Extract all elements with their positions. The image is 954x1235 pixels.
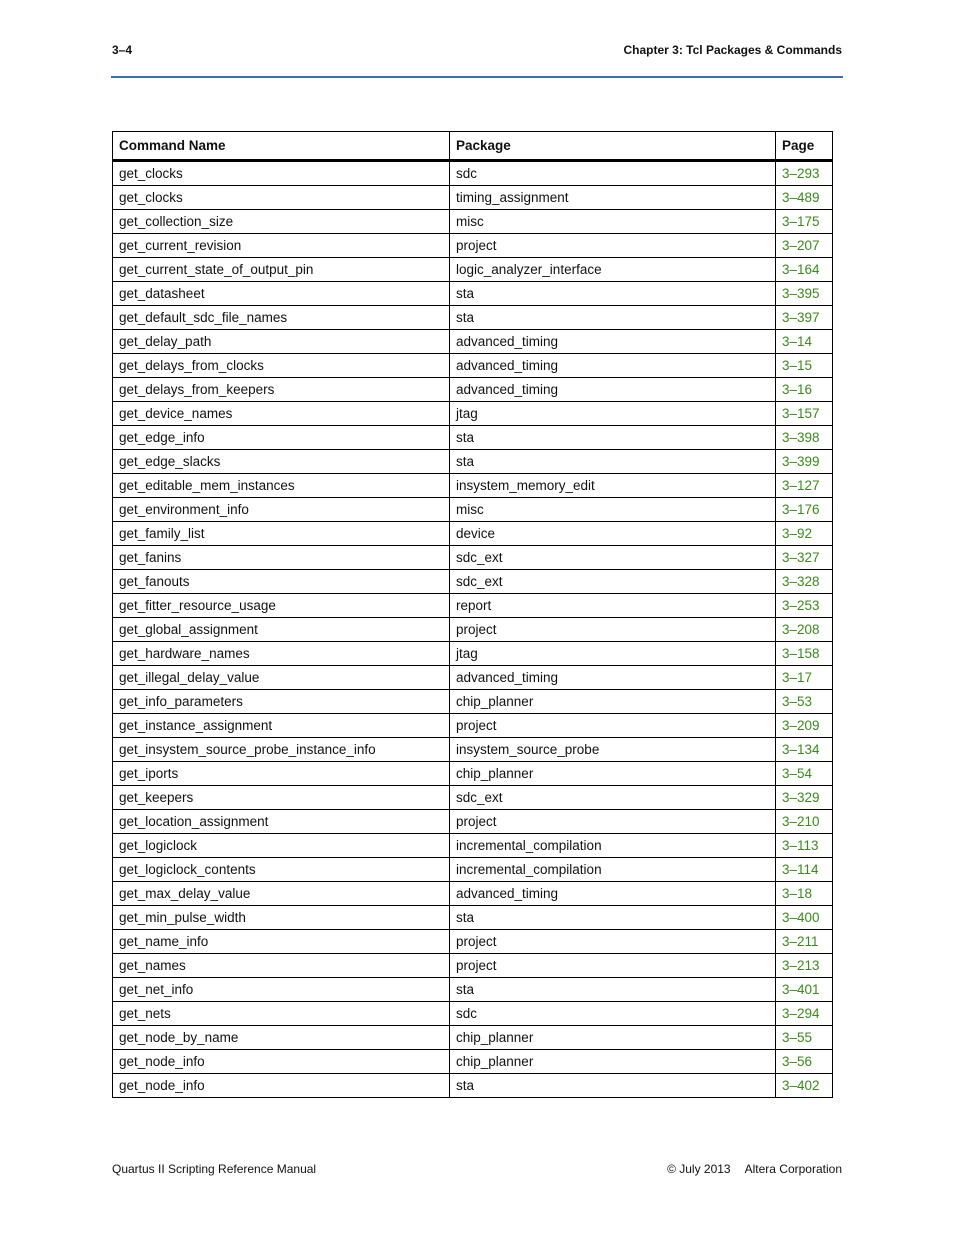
page-link[interactable]: 3–402 [776,1074,833,1098]
page-link[interactable]: 3–208 [776,618,833,642]
command-name-cell: get_delays_from_clocks [113,354,450,378]
table-row [113,282,833,306]
package-cell: sdc_ext [450,786,776,810]
table-row [113,161,833,186]
package-cell: sdc [450,1002,776,1026]
table-row [113,666,833,690]
page-link[interactable]: 3–489 [776,186,833,210]
footer-right [667,1162,842,1176]
page-link[interactable]: 3–164 [776,258,833,282]
table-row [113,834,833,858]
table-row [113,258,833,282]
command-name-cell: get_current_state_of_output_pin [113,258,450,282]
package-cell: report [450,594,776,618]
table-row [113,306,833,330]
command-name-cell: get_insystem_source_probe_instance_info [113,738,450,762]
package-cell: project [450,234,776,258]
page-link[interactable]: 3–55 [776,1026,833,1050]
page-link[interactable]: 3–294 [776,1002,833,1026]
package-cell: advanced_timing [450,378,776,402]
table-row [113,210,833,234]
command-name-cell: get_editable_mem_instances [113,474,450,498]
page-link[interactable]: 3–328 [776,570,833,594]
table-row [113,690,833,714]
package-cell: jtag [450,402,776,426]
package-cell: project [450,714,776,738]
table-row [113,1002,833,1026]
page-link[interactable]: 3–211 [776,930,833,954]
command-name-cell: get_delays_from_keepers [113,378,450,402]
table-row [113,762,833,786]
table-row [113,714,833,738]
table-row [113,378,833,402]
package-cell: sta [450,1074,776,1098]
table-row [113,330,833,354]
table-row [113,522,833,546]
page-link[interactable]: 3–54 [776,762,833,786]
command-name-cell: get_datasheet [113,282,450,306]
page-link[interactable]: 3–114 [776,858,833,882]
page-link[interactable]: 3–53 [776,690,833,714]
table-row [113,594,833,618]
table-row [113,1074,833,1098]
package-cell: logic_analyzer_interface [450,258,776,282]
command-name-cell: get_iports [113,762,450,786]
table-row [113,882,833,906]
column-header-package: Package [450,132,776,161]
command-name-cell: get_logiclock [113,834,450,858]
page-link[interactable]: 3–399 [776,450,833,474]
table-row [113,1050,833,1074]
page-link[interactable]: 3–209 [776,714,833,738]
command-name-cell: get_name_info [113,930,450,954]
page-link[interactable]: 3–398 [776,426,833,450]
page-link[interactable]: 3–175 [776,210,833,234]
command-name-cell: get_delay_path [113,330,450,354]
chapter-title: Chapter 3: Tcl Packages & Commands [623,43,842,57]
table-row [113,618,833,642]
package-cell: insystem_source_probe [450,738,776,762]
page-link[interactable]: 3–127 [776,474,833,498]
command-name-cell: get_fitter_resource_usage [113,594,450,618]
package-cell: sdc_ext [450,570,776,594]
page-link[interactable]: 3–293 [776,161,833,186]
page-link[interactable]: 3–92 [776,522,833,546]
package-cell: sta [450,306,776,330]
page-link[interactable]: 3–17 [776,666,833,690]
package-cell: chip_planner [450,1050,776,1074]
footer-company: Altera Corporation [744,1162,842,1176]
page-link[interactable]: 3–15 [776,354,833,378]
package-cell: sta [450,906,776,930]
table-row [113,570,833,594]
command-name-cell: get_min_pulse_width [113,906,450,930]
page-link[interactable]: 3–176 [776,498,833,522]
table-row [113,546,833,570]
page-link[interactable]: 3–113 [776,834,833,858]
table-row [113,186,833,210]
package-cell: project [450,810,776,834]
package-cell: chip_planner [450,1026,776,1050]
package-cell: chip_planner [450,690,776,714]
command-name-cell: get_node_info [113,1074,450,1098]
command-name-cell: get_keepers [113,786,450,810]
page-link[interactable]: 3–16 [776,378,833,402]
command-name-cell: get_names [113,954,450,978]
table-row [113,498,833,522]
package-cell: device [450,522,776,546]
table-row [113,858,833,882]
page-link[interactable]: 3–158 [776,642,833,666]
command-name-cell: get_collection_size [113,210,450,234]
command-name-cell: get_logiclock_contents [113,858,450,882]
page-link[interactable]: 3–18 [776,882,833,906]
package-cell: timing_assignment [450,186,776,210]
page-link[interactable]: 3–397 [776,306,833,330]
command-name-cell: get_info_parameters [113,690,450,714]
column-header-command-name: Command Name [113,132,450,161]
command-name-cell: get_illegal_delay_value [113,666,450,690]
page-link[interactable]: 3–329 [776,786,833,810]
command-name-cell: get_max_delay_value [113,882,450,906]
package-cell: sta [450,282,776,306]
table-row [113,474,833,498]
package-cell: project [450,930,776,954]
package-cell: misc [450,498,776,522]
package-cell: chip_planner [450,762,776,786]
page-link[interactable]: 3–253 [776,594,833,618]
table-row [113,906,833,930]
command-name-cell: get_edge_info [113,426,450,450]
table-row [113,354,833,378]
page-link[interactable]: 3–157 [776,402,833,426]
command-name-cell: get_location_assignment [113,810,450,834]
package-cell: advanced_timing [450,882,776,906]
package-cell: project [450,618,776,642]
table-row [113,978,833,1002]
package-cell: sta [450,978,776,1002]
footer-date: © July 2013 [667,1162,731,1176]
command-name-cell: get_edge_slacks [113,450,450,474]
package-cell: sta [450,450,776,474]
command-name-cell: get_nets [113,1002,450,1026]
command-name-cell: get_family_list [113,522,450,546]
command-name-cell: get_default_sdc_file_names [113,306,450,330]
table-row [113,234,833,258]
table-row [113,426,833,450]
page-number: 3–4 [112,43,133,57]
page-link[interactable]: 3–210 [776,810,833,834]
table-header-row [113,132,833,161]
command-name-cell: get_current_revision [113,234,450,258]
page-link[interactable]: 3–56 [776,1050,833,1074]
command-table [112,131,833,1098]
header-rule [111,76,843,78]
table-row [113,786,833,810]
page-link[interactable]: 3–400 [776,906,833,930]
package-cell: incremental_compilation [450,858,776,882]
page-link[interactable]: 3–213 [776,954,833,978]
page-link[interactable]: 3–327 [776,546,833,570]
command-name-cell: get_environment_info [113,498,450,522]
page-link[interactable]: 3–395 [776,282,833,306]
column-header-page: Page [776,132,833,161]
command-name-cell: get_global_assignment [113,618,450,642]
table-row [113,450,833,474]
table-row [113,402,833,426]
package-cell: sdc_ext [450,546,776,570]
command-name-cell: get_net_info [113,978,450,1002]
page-link[interactable]: 3–207 [776,234,833,258]
package-cell: project [450,954,776,978]
table-row [113,642,833,666]
package-cell: sta [450,426,776,450]
package-cell: jtag [450,642,776,666]
page-link[interactable]: 3–401 [776,978,833,1002]
table-row [113,930,833,954]
page-link[interactable]: 3–14 [776,330,833,354]
table-row [113,810,833,834]
command-name-cell: get_instance_assignment [113,714,450,738]
table-row [113,954,833,978]
command-name-cell: get_node_info [113,1050,450,1074]
command-name-cell: get_clocks [113,161,450,186]
command-name-cell: get_device_names [113,402,450,426]
package-cell: sdc [450,161,776,186]
command-name-cell: get_fanins [113,546,450,570]
command-name-cell: get_clocks [113,186,450,210]
package-cell: insystem_memory_edit [450,474,776,498]
package-cell: advanced_timing [450,330,776,354]
footer-manual-title: Quartus II Scripting Reference Manual [112,1162,317,1176]
page-link[interactable]: 3–134 [776,738,833,762]
package-cell: advanced_timing [450,666,776,690]
command-name-cell: get_fanouts [113,570,450,594]
table-row [113,1026,833,1050]
package-cell: incremental_compilation [450,834,776,858]
table-row [113,738,833,762]
package-cell: misc [450,210,776,234]
command-name-cell: get_node_by_name [113,1026,450,1050]
command-name-cell: get_hardware_names [113,642,450,666]
package-cell: advanced_timing [450,354,776,378]
